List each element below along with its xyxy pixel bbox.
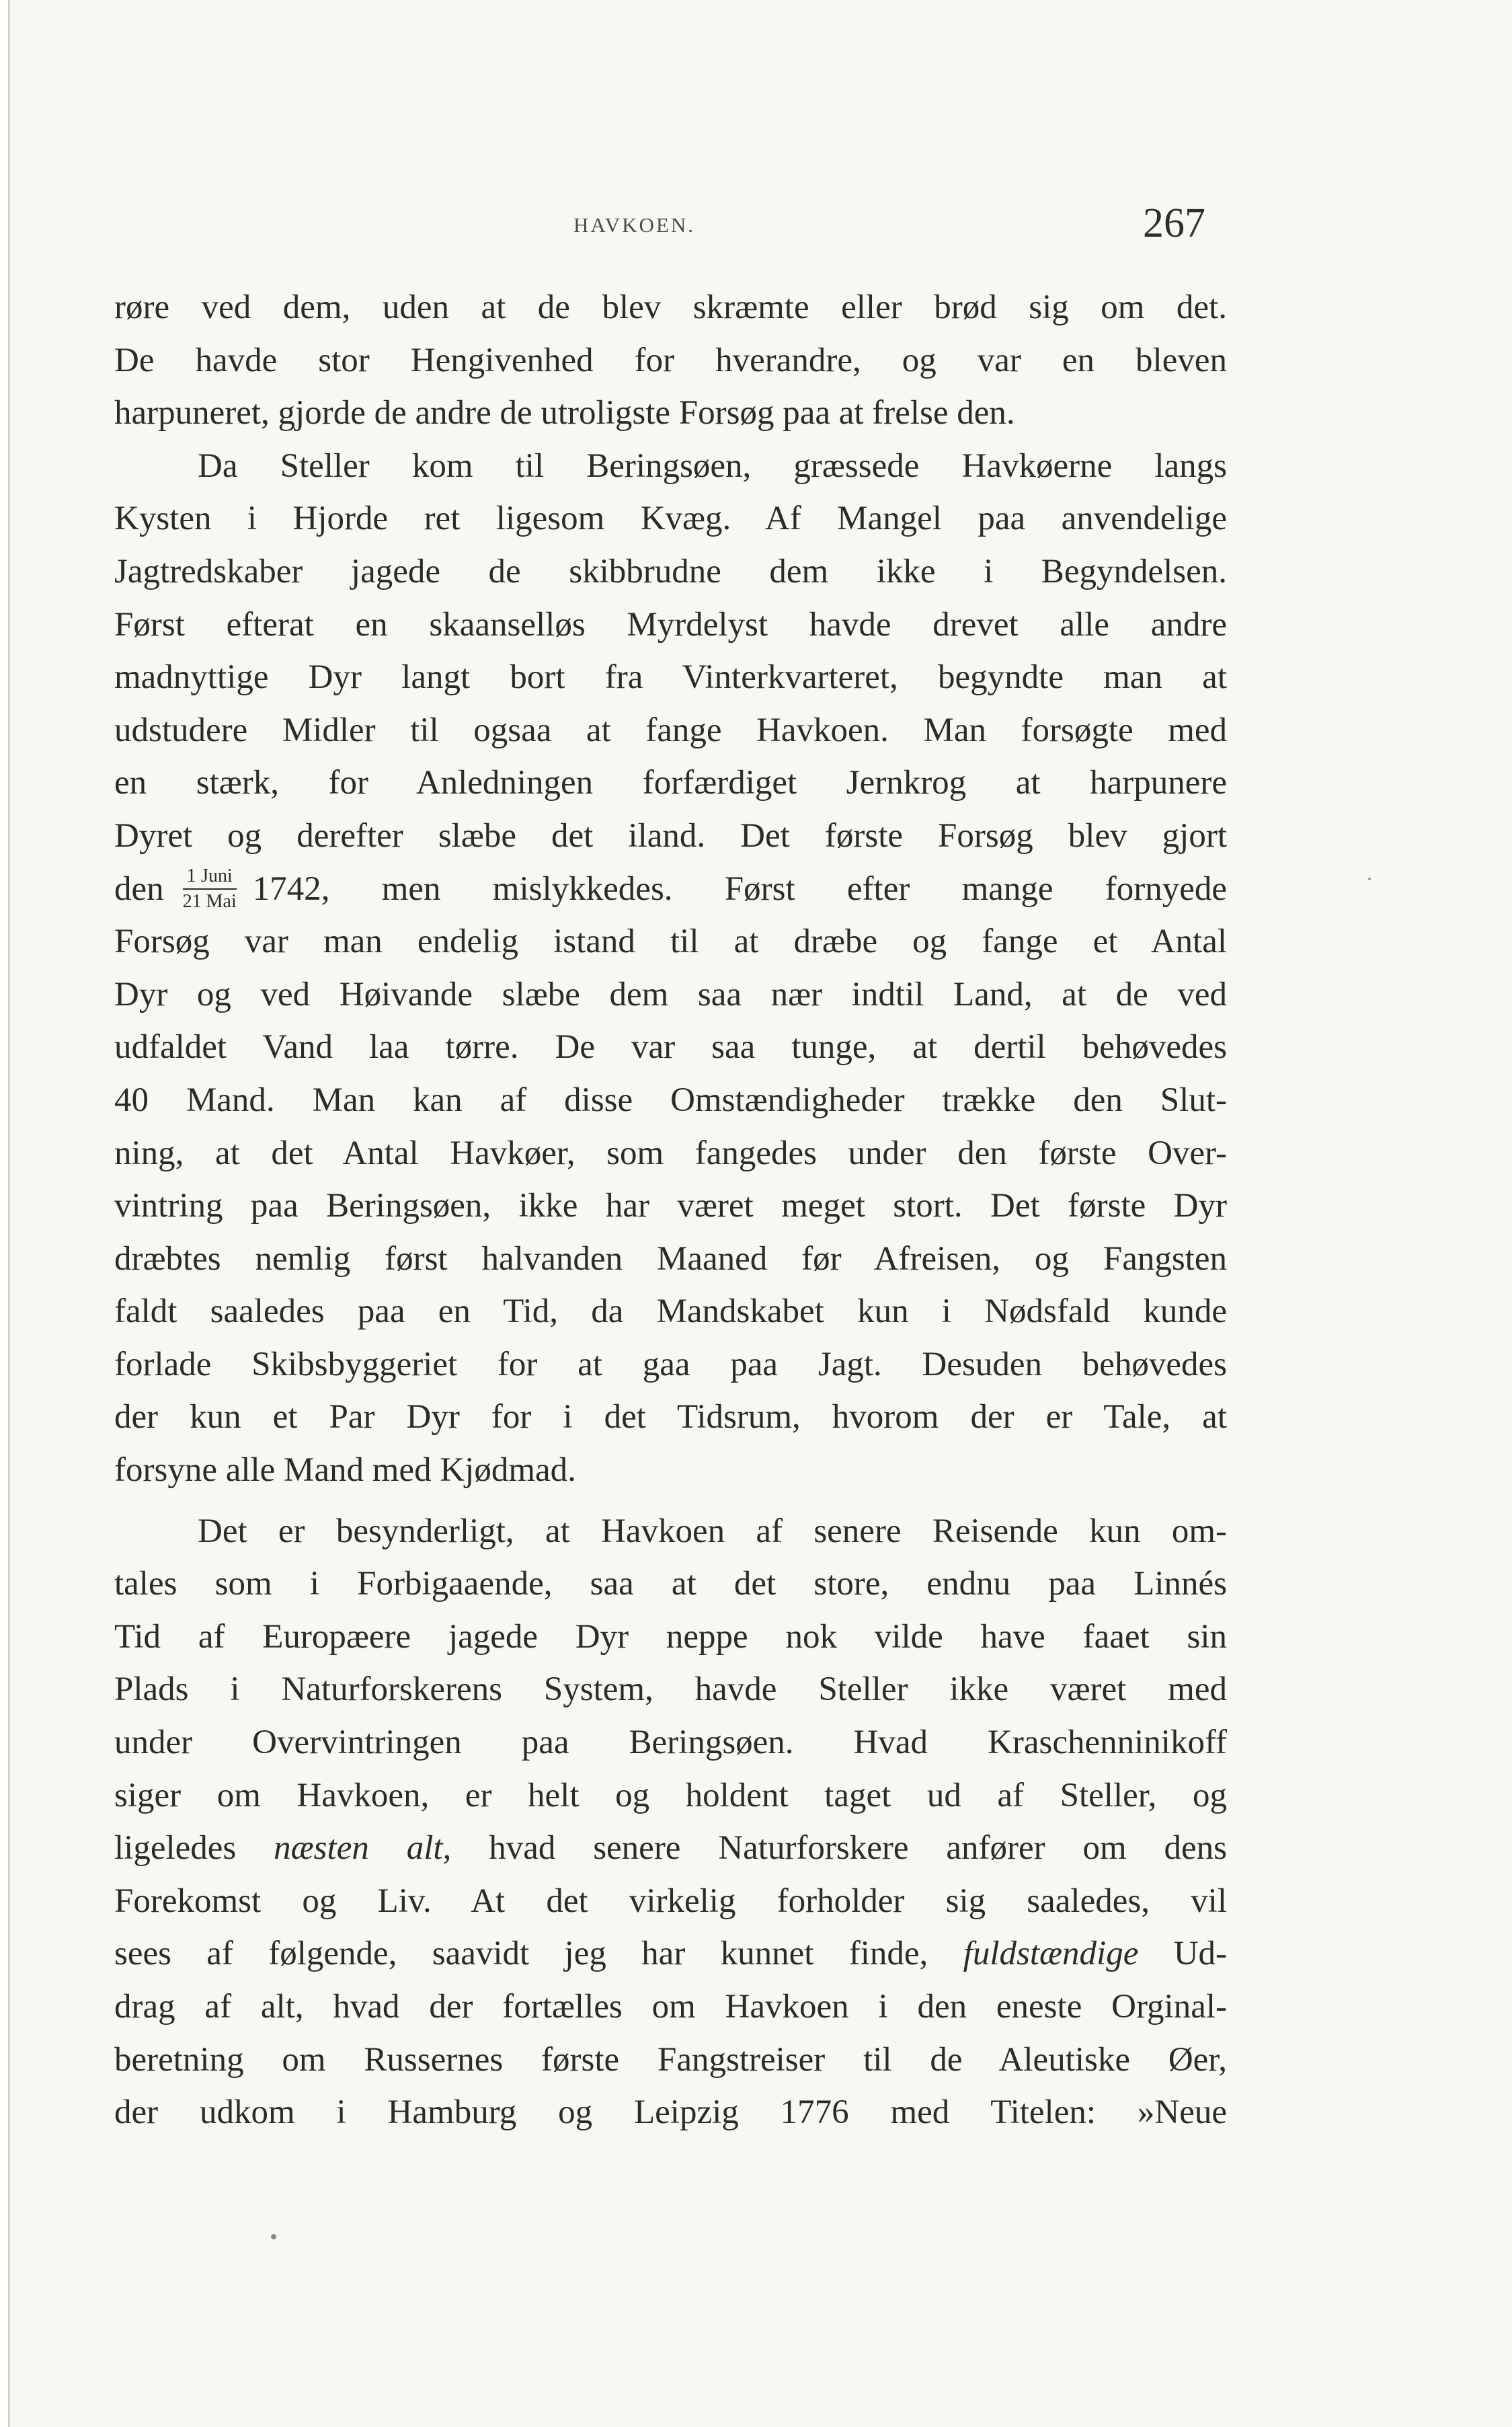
text-line: vintring paa Beringsøen, ikke har været meget stort. Det første Dyr	[114, 1187, 1227, 1225]
body-text	[114, 281, 1227, 2139]
text-line: forsyne alle Mand med Kjødmad.	[114, 1451, 576, 1490]
text-line: beretning om Russernes første Fangstreiser til de Aleutiske Øer,	[114, 2040, 1227, 2079]
text-line: Det er besynderligt, at Havkoen af senere Reisende kun om-	[198, 1512, 1227, 1550]
date-line-before: den	[114, 870, 164, 908]
ink-speck	[1368, 878, 1371, 880]
book-page	[8, 0, 1512, 2427]
text-line: Dyr og ved Høivande slæbe dem saa nær indtil Land, at de ved	[114, 975, 1227, 1013]
text-line: Først efterat en skaanselløs Myrdelyst havde drevet alle andre	[114, 605, 1227, 644]
text-line: Forsøg var man endelig istand til at dræbe og fange et Antal	[114, 923, 1227, 961]
text-line: harpuneret, gjorde de andre de utroligste Forsøg paa at frelse den.	[114, 394, 1015, 432]
text-line: Plads i Naturforskerens System, havde Steller ikke været med	[114, 1670, 1227, 1709]
text-line: røre ved dem, uden at de blev skræmte eller brød sig om det.	[114, 288, 1227, 326]
text-line: Tid af Europæere jagede Dyr neppe nok vilde have faaet sin	[114, 1617, 1227, 1656]
italic-line-before: ligeledes	[114, 1829, 237, 1867]
text-line: forlade Skibsbyggeriet for at gaa paa Jagt. Desuden behøvedes	[114, 1345, 1227, 1383]
text-line: dræbtes nemlig først halvanden Maaned før Afreisen, og Fangsten	[114, 1239, 1227, 1278]
text-line: madnyttige Dyr langt bort fra Vinterkvarteret, begyndte man at	[114, 658, 1227, 697]
text-line: siger om Havkoen, er helt og holdent taget ud af Steller, og	[114, 1776, 1227, 1814]
paragraph-gap	[114, 1497, 1227, 1505]
paragraph-1	[114, 281, 1227, 440]
text-line: Forekomst og Liv. At det virkelig forholder sig saaledes, vil	[114, 1882, 1227, 1920]
date-line-after: 1742, men mislykkedes. Først efter mange fornyede	[252, 870, 1227, 908]
date-line	[114, 863, 1227, 916]
text-line: under Overvintringen paa Beringsøen. Hvad Kraschenninikoff	[114, 1724, 1227, 1762]
date-fraction	[183, 865, 237, 913]
text-line: der kun et Par Dyr for i det Tidsrum, hvorom der er Tale, at	[114, 1398, 1227, 1436]
text-line: 40 Mand. Man kan af disse Omstændigheder trække den Slut-	[114, 1081, 1227, 1119]
text-line: ning, at det Antal Havkøer, som fangedes under den første Over-	[114, 1134, 1227, 1172]
text-line: De havde stor Hengivenhed for hverandre, og var en bleven	[114, 341, 1227, 379]
italic-phrase: næsten alt,	[274, 1829, 452, 1867]
text-line: drag af alt, hvad der fortælles om Havkoen i den eneste Orginal-	[114, 1988, 1227, 2026]
text-line: Jagtredskaber jagede de skibbrudne dem ikke i Begyndelsen.	[114, 552, 1227, 590]
text-line: der udkom i Hamburg og Leipzig 1776 med Titelen: »Neue	[114, 2093, 1227, 2132]
text-line: en stærk, for Anledningen forfærdiget Jernkrog at harpunere	[114, 764, 1227, 802]
ink-speck	[271, 2234, 276, 2239]
text-line: tales som i Forbigaaende, saa at det store, endnu paa Linnés	[114, 1565, 1227, 1603]
date-fraction-bottom: 21 Mai	[182, 890, 237, 912]
page-header	[10, 200, 1512, 266]
text-line: Dyret og derefter slæbe det iland. Det første Forsøg blev gjort	[114, 816, 1227, 855]
italic-line-after: hvad senere Naturforskere anfører om dens	[489, 1829, 1228, 1867]
running-head: HAVKOEN.	[573, 213, 696, 237]
text-line: Da Steller kom til Beringsøen, græssede Havkøerne langs	[198, 447, 1227, 485]
italic-line-after: Ud-	[1173, 1935, 1228, 1973]
text-line: faldt saaledes paa en Tid, da Mandskabet kun i Nødsfald kunde	[114, 1293, 1227, 1331]
italic-phrase: fuldstændige	[963, 1935, 1139, 1973]
paragraph-3	[114, 1505, 1227, 2139]
italic-line-before: sees af følgende, saavidt jeg har kunnet finde,	[114, 1935, 928, 1973]
date-fraction-top: 1 Juni	[183, 865, 237, 890]
page-number: 267	[1143, 200, 1205, 246]
text-line: udfaldet Vand laa tørre. De var saa tunge, at dertil behøvedes	[114, 1028, 1227, 1067]
italic-line	[114, 1822, 1227, 1875]
text-line: Kysten i Hjorde ret ligesom Kvæg. Af Mangel paa anvendelige	[114, 500, 1227, 538]
text-line: udstudere Midler til ogsaa at fange Havkoen. Man forsøgte med	[114, 711, 1227, 749]
paragraph-2	[114, 440, 1227, 1497]
italic-line	[114, 1927, 1227, 1980]
